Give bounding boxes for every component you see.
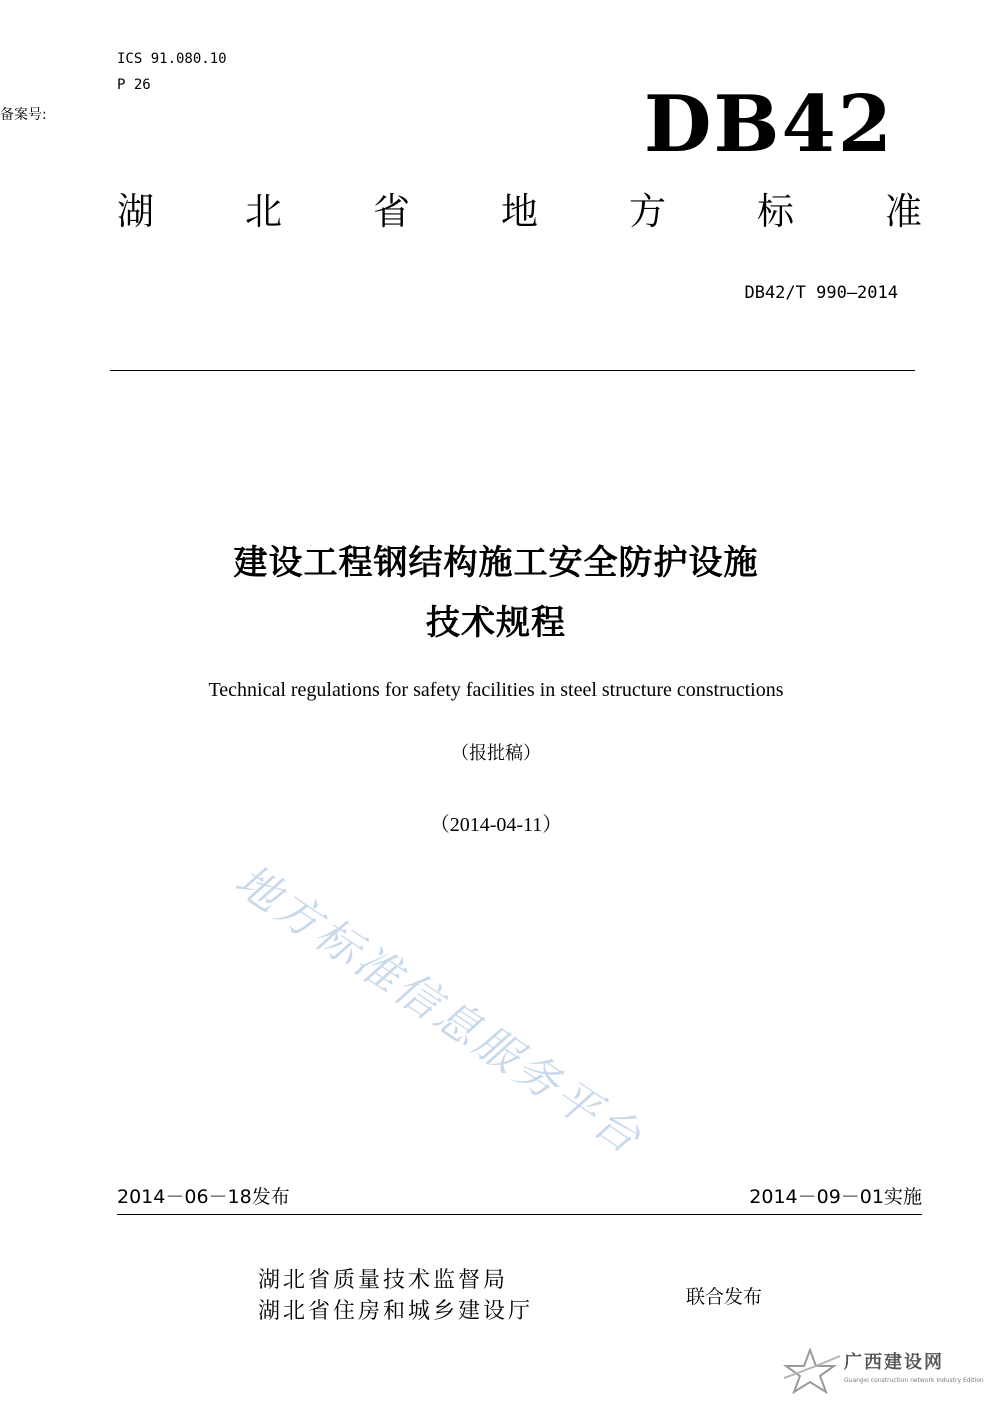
standard-logo: DB42 bbox=[643, 79, 894, 170]
classification-code: P 26 bbox=[117, 77, 151, 93]
footer-divider bbox=[117, 1214, 922, 1215]
draft-label: （报批稿） bbox=[451, 743, 541, 764]
site-logo bbox=[782, 1348, 982, 1398]
filing-number-label: 备案号: bbox=[0, 107, 47, 123]
watermark: 地方标准信息服务平台 bbox=[225, 854, 653, 1166]
standard-type-char: 湖 bbox=[117, 190, 154, 233]
standard-type-char: 准 bbox=[885, 190, 922, 233]
title-cn-line2: 技术规程 bbox=[426, 603, 566, 643]
effective-date: 2014－09－01实施 bbox=[749, 1186, 922, 1208]
standard-number: DB42/T 990—2014 bbox=[744, 283, 898, 303]
title-cn-line1: 建设工程钢结构施工安全防护设施 bbox=[233, 543, 759, 583]
standard-type-char: 方 bbox=[629, 190, 666, 233]
site-subtitle: Guangxi construction network Industry Edition bbox=[844, 1377, 984, 1384]
joint-issue-label: 联合发布 bbox=[686, 1286, 763, 1308]
title-en: Technical regulations for safety facilities in steel structure constructions bbox=[208, 679, 784, 701]
ics-code: ICS 91.080.10 bbox=[117, 51, 227, 67]
star-logo-icon bbox=[782, 1348, 842, 1394]
standard-type-char: 省 bbox=[373, 190, 410, 233]
issuer-line2: 湖北省住房和城乡建设厅 bbox=[258, 1299, 534, 1324]
site-name: 广西建设网 bbox=[844, 1352, 944, 1373]
issuer-line1: 湖北省质量技术监督局 bbox=[258, 1268, 509, 1293]
standard-type-char: 标 bbox=[757, 190, 794, 233]
standard-type-char: 北 bbox=[245, 190, 282, 233]
issue-date: 2014－06－18发布 bbox=[117, 1186, 290, 1208]
draft-date: （2014-04-11） bbox=[429, 814, 563, 836]
header-divider bbox=[110, 370, 915, 371]
standard-type bbox=[117, 190, 922, 233]
standard-type-char: 地 bbox=[501, 190, 538, 233]
